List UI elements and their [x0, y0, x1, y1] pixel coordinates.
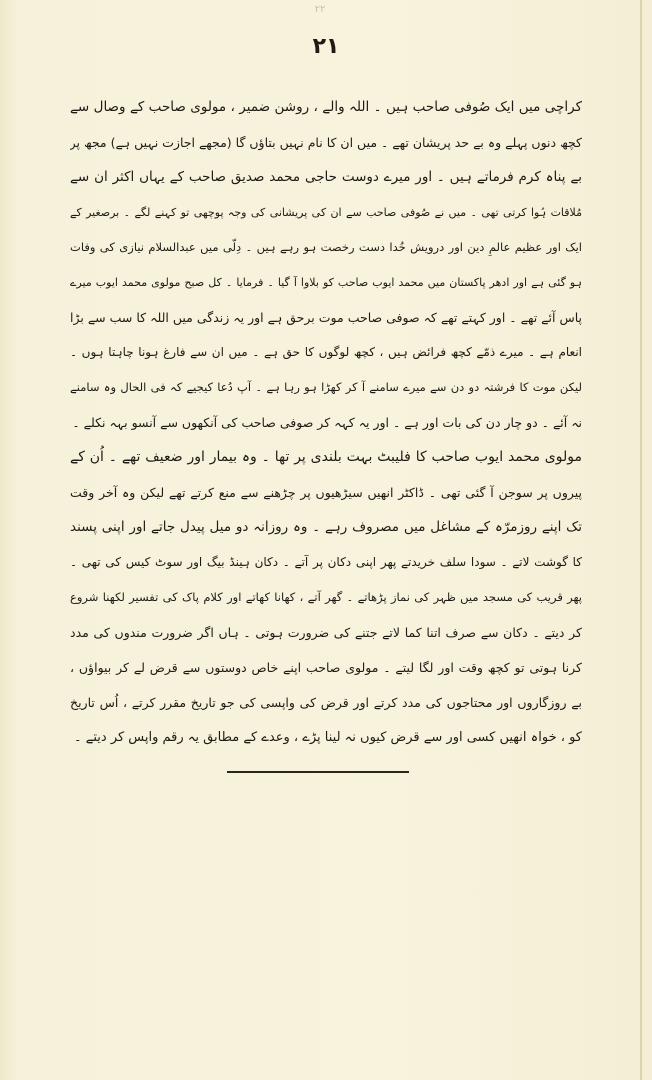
text-line: بے پناہ کرم فرماتے ہیں ۔ اور میرے دوست حاجی محمد صدیق صاحب کے یہاں اکثر ان سے: [70, 169, 582, 185]
text-line: پیروں پر سوجن آ گئی تھی ۔ ڈاکٹر انھیں سیڑھیوں پر چڑھنے سے منع کرتے تھے لیکن وہ آخر وقت: [70, 485, 582, 500]
text-line: تک اپنے روزمرّہ کے مشاغل میں مصروف رہے ۔ وہ روزانہ دو میل پیدل جاتے اور اپنی پسند: [70, 519, 582, 535]
text-line: لیکن موت کا فرشتہ دو دن سے میرے سامنے آ کر کھڑا ہو رہا ہے ۔ آپ دُعا کیجیے کہ فی الحال وہ سامنے: [70, 380, 582, 394]
text-line: کو ، خواہ انھیں کسی اور سے قرض کیوں نہ لینا پڑے ، وعدے کے مطابق یہ رقم واپس کر دیتے ۔: [73, 730, 582, 745]
text-line: کا گوشت لاتے ۔ سودا سلف خریدتے پھر اپنی دکان پر آتے ۔ دکان ہینڈ بیگ اور سوٹ کیس کی تھی ۔: [70, 555, 582, 569]
text-line: انعام ہے ۔ میرے ذمّے کچھ فرائض ہیں ، کچھ لوگوں کا حق ہے ۔ میں ان سے فارغ ہونا چاہتا ہوں ۔: [70, 345, 582, 359]
faint-top-mark: ۲۲: [314, 4, 326, 15]
text-line: مولوی محمد ایوب صاحب کا فلیبٹ بہت بلندی پر تھا ۔ وہ بیمار اور ضعیف تھے ۔ اُن کے: [70, 449, 582, 465]
text-line: پھر قریب کی مسجد میں ظہر کی نماز پڑھاتے ۔ گھر آتے ، کھانا کھاتے اور کلام پاک کی تفسیر لکھنا شروع: [70, 590, 582, 604]
text-line: مُلاقات ہُوا کرتی تھی ۔ میں نے صُوفی صاحب سے ان کی پریشانی کی وجہ پوچھی تو کہنے لگے ۔ برصغیر کے: [70, 206, 582, 219]
text-line: پاس آئے تھے ۔ اور کہتے تھے کہ صوفی صاحب موت برحق ہے اور یہ زندگی میں اللہ کا سب سے بڑا: [70, 310, 582, 325]
text-line: کراچی میں ایک صُوفی صاحب ہیں ۔ اللہ والے ، روشن ضمیر ، مولوی صاحب کے وصال سے: [70, 99, 582, 115]
section-separator-rule: [227, 771, 409, 773]
text-line: کر دیتے ۔ دکان سے صرف اتنا کما لاتے جتنے کی ضرورت ہوتی ۔ ہاں اگر ضرورت مندوں کی مدد: [70, 625, 582, 640]
paragraph-2: [70, 440, 582, 755]
body-text: [70, 90, 582, 755]
page-number: ۲۱: [312, 34, 340, 59]
text-line: کچھ دنوں پہلے وہ بے حد پریشان تھے ۔ میں ان کا نام نہیں بتاؤں گا (مجھے اجازت نہیں ہے) مجھ پر: [70, 135, 582, 150]
text-line: ہو گئی ہے اور ادھر پاکستان میں محمد ایوب صاحب کو بلاوا آ گیا ۔ فرمایا ۔ کل صبح مولوی محمد ایوب میرے: [70, 276, 582, 289]
text-line: نہ آئے ۔ دو چار دن کی بات اور ہے ۔ اور یہ کہہ کر صوفی صاحب کی آنکھوں سے آنسو بہہ نکلے ۔: [72, 415, 582, 430]
text-line: بے روزگاروں اور محتاجوں کی مدد کرتے اور قرض کی واپسی کی جو تاریخ مقرر کرتے ، اُس تاریخ: [70, 695, 582, 710]
text-line: ایک اور عظیم عالمِ دین اور درویش خُدا دست رخصت ہو رہے ہیں ۔ دِلّی میں عبدالسلام نیازی کی وفات: [70, 240, 582, 254]
page-fold-line: [640, 0, 642, 1080]
text-line: کرنا ہوتی تو کچھ وقت اور لگا لیتے ۔ مولوی صاحب اپنے خاص دوستوں سے قرض لے کر بیواؤں ،: [70, 660, 582, 675]
paragraph-1: [70, 90, 582, 440]
